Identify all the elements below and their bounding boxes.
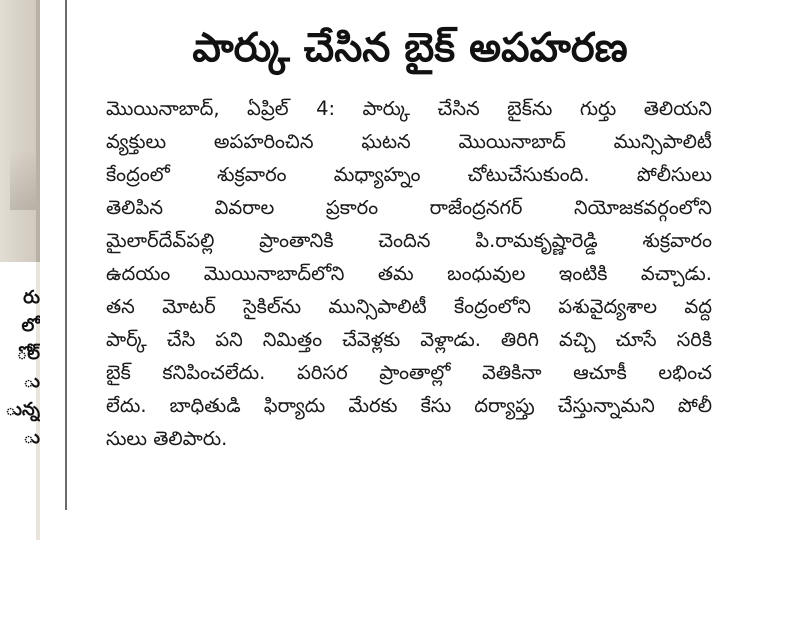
article-body-line: కేంద్రంలో శుక్రవారం మధ్యాహ్నం చోటుచేసుకుంది. పోలీసులు — [106, 163, 712, 186]
article-body-line: తెలిపిన వివరాల ప్రకారం రాజేంద్రనగర్ నియోజకవర్గంలోని — [106, 196, 712, 219]
article-body-line: బైక్ కనిపించలేదు. పరిసర ప్రాంతాల్లో వెతికినా ఆచూకీ లభించ — [106, 361, 712, 384]
adjacent-column-fragment — [0, 0, 40, 540]
article-body-line: పార్క్ చేసి పని నిమిత్తం చేవెళ్లకు వెళ్లాడు. తిరిగి వచ్చి చూసే సరికి — [106, 328, 712, 351]
adjacent-text-line: ు — [23, 427, 40, 448]
article-body — [106, 92, 712, 455]
article-body-line: తన మోటర్ సైకిల్‌ను మున్సిపాలిటీ కేంద్రంలోని పశువైద్యశాల వద్ద — [106, 295, 712, 318]
article-body-line: ఉదయం మొయినాబాద్‌లోని తమ బంధువుల ఇంటికి వచ్చాడు. — [106, 262, 712, 285]
article-body-line: వ్యక్తులు అపహరించిన ఘటన మొయినాబాద్ మున్సిపాలిటీ — [106, 130, 712, 153]
article-body-line: మైలార్‌దేవ్‌పల్లి ప్రాంతానికి చెందిన పి.రామకృష్ణారెడ్డి శుక్రవారం — [106, 229, 712, 252]
column-divider — [65, 0, 67, 510]
adjacent-text-line: ు — [23, 371, 40, 392]
adjacent-photo — [0, 0, 40, 262]
adjacent-column-text — [0, 284, 40, 452]
article-body-line: మొయినాబాద్, ఏప్రిల్ 4: పార్కు చేసిన బైక్‌ను గుర్తు తెలియని — [106, 97, 712, 120]
article-headline: పార్కు చేసిన బైక్ అపహరణ — [192, 25, 628, 71]
adjacent-text-line: రు — [23, 287, 40, 308]
article-body-line: సులు తెలిపారు. — [106, 427, 228, 450]
adjacent-text-line: లో — [21, 315, 40, 336]
adjacent-text-line: ున్న — [5, 399, 40, 420]
adjacent-text-line: ోల్ — [16, 343, 40, 364]
article-body-line: లేదు. బాధితుడి ఫిర్యాదు మేరకు కేసు దర్యాప్తు చేస్తున్నామని పోలీ — [106, 394, 712, 417]
adjacent-photo-shadow — [10, 150, 40, 210]
